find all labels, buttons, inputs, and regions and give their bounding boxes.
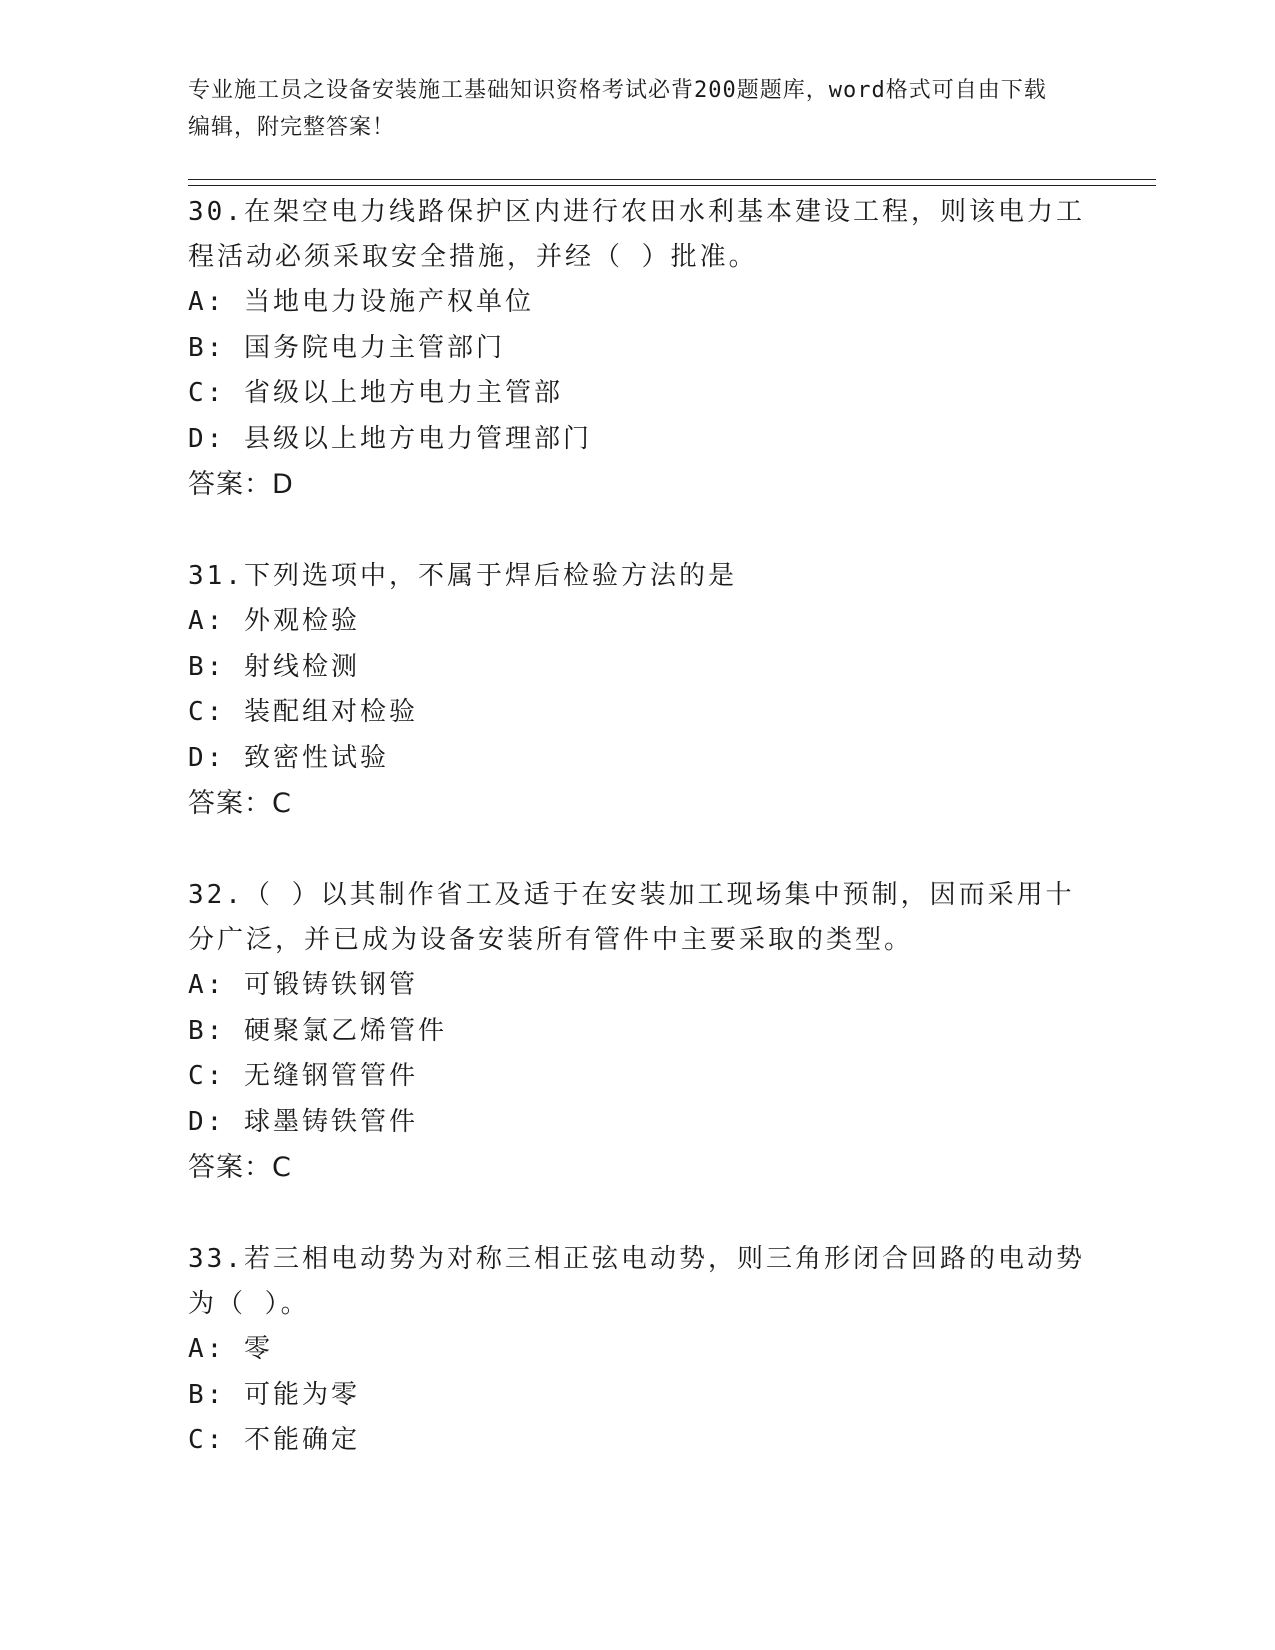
- answer: 答案：C: [188, 1152, 292, 1183]
- question-stem: 31.下列选项中，不属于焊后检验方法的是: [188, 561, 737, 591]
- option-c: C: 无缝钢管管件: [188, 1061, 418, 1091]
- option-b: B: 硬聚氯乙烯管件: [188, 1015, 447, 1046]
- option-a: A: 当地电力设施产权单位: [188, 287, 534, 317]
- question-31: [188, 554, 1088, 826]
- option-d: D: 致密性试验: [188, 742, 389, 773]
- question-list: [188, 190, 1088, 1464]
- option-c: C: 装配组对检验: [188, 697, 418, 727]
- option-c: C: 省级以上地方电力主管部: [188, 378, 563, 408]
- header-divider-top: [188, 179, 1156, 180]
- option-b: B: 可能为零: [188, 1379, 360, 1410]
- document-header: 专业施工员之设备安装施工基础知识资格考试必背200题题库，word格式可自由下载编辑，附完整答案！: [188, 78, 1047, 140]
- question-stem: 33.若三相电动势为对称三相正弦电动势，则三角形闭合回路的电动势为（ ）。: [188, 1244, 1085, 1319]
- answer: 答案：C: [188, 788, 292, 819]
- answer: 答案：D: [188, 469, 294, 500]
- option-a: A: 零: [188, 1334, 273, 1364]
- question-30: [188, 190, 1088, 507]
- question-stem: 30.在架空电力线路保护区内进行农田水利基本建设工程，则该电力工程活动必须采取安全措施，并经（ ）批准。: [188, 197, 1085, 272]
- option-a: A: 可锻铸铁钢管: [188, 970, 418, 1000]
- question-stem: 32.（ ）以其制作省工及适于在安装加工现场集中预制，因而采用十分广泛，并已成为设备安装所有管件中主要采取的类型。: [188, 880, 1075, 955]
- option-c: C: 不能确定: [188, 1425, 360, 1455]
- question-33: [188, 1237, 1088, 1464]
- header-divider-bottom: [188, 185, 1156, 186]
- option-d: D: 县级以上地方电力管理部门: [188, 423, 592, 454]
- option-d: D: 球墨铸铁管件: [188, 1106, 418, 1137]
- option-b: B: 射线检测: [188, 651, 360, 682]
- option-b: B: 国务院电力主管部门: [188, 332, 505, 363]
- question-32: [188, 873, 1088, 1190]
- option-a: A: 外观检验: [188, 606, 360, 636]
